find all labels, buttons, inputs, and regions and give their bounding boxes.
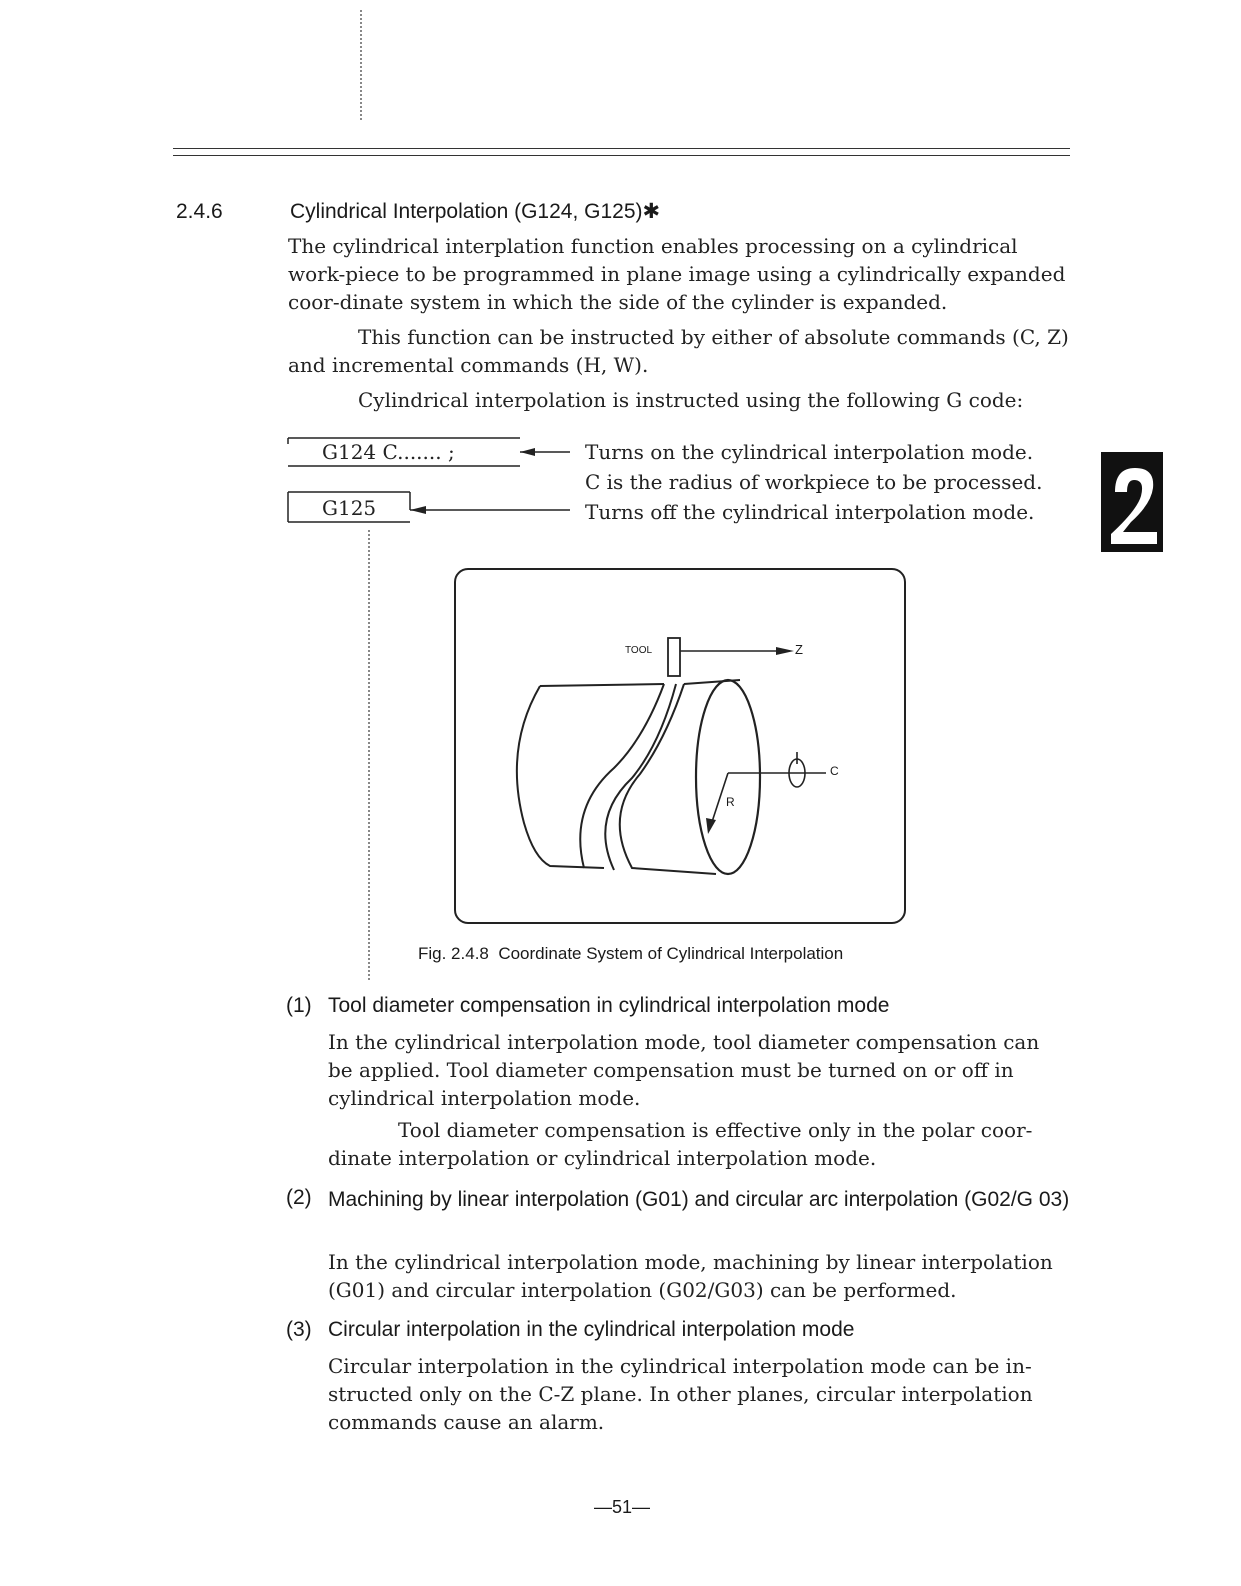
subsection-3-body	[328, 1352, 1070, 1436]
margin-dots-middle	[368, 530, 372, 980]
subsection-1-paragraph-1: In the cylindrical interpolation mode, tool diameter compensation can be applied. Tool diameter compensation must be turned on or off in cylindrical interpolation mode.	[328, 1030, 1040, 1110]
figure-caption	[418, 944, 843, 964]
chapter-tab-marker	[1101, 452, 1163, 552]
intro-paragraph-1: The cylindrical interplation function enables processing on a cylindrical work-piece to be programmed in plane image using a cylindrically expanded coor-dinate system in which the side of the cylinder is expanded.	[288, 234, 1066, 314]
page-number: —51—	[594, 1497, 651, 1517]
figure-caption-number: Fig. 2.4.8	[418, 944, 489, 963]
figure-caption-text: Coordinate System of Cylindrical Interpolation	[498, 944, 844, 963]
intro-paragraph-3: Cylindrical interpolation is instructed using the following G code:	[358, 388, 1024, 412]
margin-dots-top	[360, 10, 364, 120]
subsection-3-number: (3)	[286, 1318, 312, 1341]
figure-label-c: C	[830, 764, 839, 778]
figure-label-r: R	[726, 795, 735, 809]
gcode-g125: G125	[322, 496, 377, 520]
subsection-1-title: Tool diameter compensation in cylindrical interpolation mode	[328, 994, 890, 1017]
gcode-g124-desc-1: Turns on the cylindrical interpolation mode.	[585, 440, 1034, 464]
intro-paragraph-2: This function can be instructed by either of absolute commands (C, Z) and incremental commands (H, W).	[288, 325, 1069, 377]
tool-shape	[668, 638, 680, 676]
subsection-2-number: (2)	[286, 1186, 312, 1209]
subsection-2-title: Machining by linear interpolation (G01) and circular arc interpolation (G02/G 03)	[328, 1188, 1070, 1211]
header-rule-bottom	[173, 155, 1070, 156]
subsection-3-title: Circular interpolation in the cylindrical interpolation mode	[328, 1318, 855, 1341]
cylinder-diagram	[454, 568, 906, 924]
gcode-g125-desc: Turns off the cylindrical interpolation mode.	[585, 500, 1035, 524]
figure-label-tool: TOOL	[625, 645, 653, 656]
subsection-1-paragraph-2: Tool diameter compensation is effective only in the polar coor-dinate interpolation or cylindrical interpolation mode.	[328, 1118, 1033, 1170]
header-rule-top	[173, 148, 1070, 149]
subsection-3-paragraph-1: Circular interpolation in the cylindrical interpolation mode can be in-structed only on the C-Z plane. In other planes, circular interpolation commands cause an alarm.	[328, 1354, 1033, 1434]
section-number: 2.4.6	[176, 200, 223, 223]
subsection-1-body	[328, 1028, 1070, 1172]
subsection-2-paragraph-1: In the cylindrical interpolation mode, machining by linear interpolation (G01) and circular interpolation (G02/G03) can be performed.	[328, 1250, 1053, 1302]
subsection-1-number: (1)	[286, 994, 312, 1017]
subsection-2-body	[328, 1248, 1070, 1304]
gcode-g124-desc-2: C is the radius of workpiece to be processed.	[585, 470, 1043, 494]
section-title: Cylindrical Interpolation (G124, G125)✱	[290, 200, 661, 223]
figure-label-z: Z	[795, 642, 803, 657]
gcode-g124: G124 C....... ;	[322, 440, 455, 464]
